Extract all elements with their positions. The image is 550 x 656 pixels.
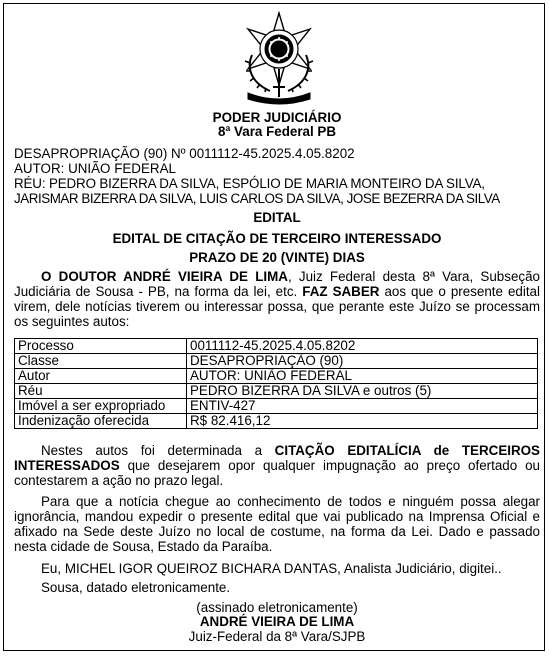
- edital-page: [3, 3, 545, 651]
- case-line: DESAPROPRIAÇÃO (90) Nº 0011112-45.2025.4.05.8202: [14, 146, 355, 161]
- signature-note: (assinado eletronicamente): [196, 600, 358, 615]
- case-details-table: [14, 338, 538, 429]
- table-row: Classe DESAPROPRIAÇÃO (90): [15, 354, 538, 369]
- case-autor: AUTOR: UNIÃO FEDERAL: [14, 161, 176, 176]
- signature-role: Juiz-Federal da 8ª Vara/SJPB: [188, 629, 366, 644]
- table-row: Réu PEDRO BIZERRA DA SILVA e outros (5): [15, 384, 538, 399]
- coat-of-arms-icon: [240, 11, 318, 105]
- table-row: Processo 0011112-45.2025.4.05.8202: [15, 339, 538, 354]
- citation-title: EDITAL DE CITAÇÃO DE TERCEIRO INTERESSADO: [112, 231, 442, 246]
- faz-saber: FAZ SABER: [302, 284, 380, 299]
- edital-heading: EDITAL: [253, 210, 301, 225]
- date-paragraph: Sousa, datado eletronicamente.: [41, 580, 231, 595]
- citation-paragraph: Nestes autos foi determinada a CITAÇÃO EDITALÍCIA de TERCEIROS INTERESSADOS que desejarem opor qualquer impugnação ao preço ofertado ou contestarem a ação no prazo legal.: [14, 443, 540, 488]
- table-row: Indenização oferecida R$ 82.416,12: [15, 414, 538, 429]
- clerk-paragraph: Eu, MICHEL IGOR QUEIROZ BICHARA DANTAS, Analista Judiciário, digitei..: [41, 561, 502, 576]
- table-row: Autor AUTOR: UNIÃO FEDERAL: [15, 369, 538, 384]
- publication-paragraph: Para que a notícia chegue ao conhecimento de todos e ninguém possa alegar ignorância, mandou expedir o presente edital que vai publicado na Imprensa Oficial e afixado na Sede deste Juízo no local de costume, na forma da Lei. Dado e passado nesta cidade de Sousa, Estado da Paraíba.: [14, 494, 540, 554]
- court-vara: 8ª Vara Federal PB: [217, 124, 337, 139]
- case-reu-line1: RÉU: PEDRO BIZERRA DA SILVA, ESPÓLIO DE MARIA MONTEIRO DA SILVA,: [14, 176, 485, 191]
- court-name: PODER JUDICIÁRIO: [212, 110, 342, 125]
- case-reu-line2: JARISMAR BIZERRA DA SILVA, LUIS CARLOS DA SILVA, JOSE BEZERRA DA SILVA: [14, 191, 500, 206]
- signature-name: ANDRÉ VIEIRA DE LIMA: [199, 614, 355, 629]
- deadline-title: PRAZO DE 20 (VINTE) DIAS: [189, 250, 365, 265]
- table-row: Imóvel a ser expropriado ENTIV-427: [15, 399, 538, 414]
- judge-name: O DOUTOR ANDRÉ VIEIRA DE LIMA: [41, 269, 288, 284]
- intro-paragraph: O DOUTOR ANDRÉ VIEIRA DE LIMA, Juiz Federal desta 8ª Vara, Subseção Judiciária de Sousa - PB, na forma da lei, etc. FAZ SABER aos que o presente edital virem, dele notícias tiverem ou interessar possa, que perante este Juízo se processam os seguintes autos:: [14, 269, 540, 329]
